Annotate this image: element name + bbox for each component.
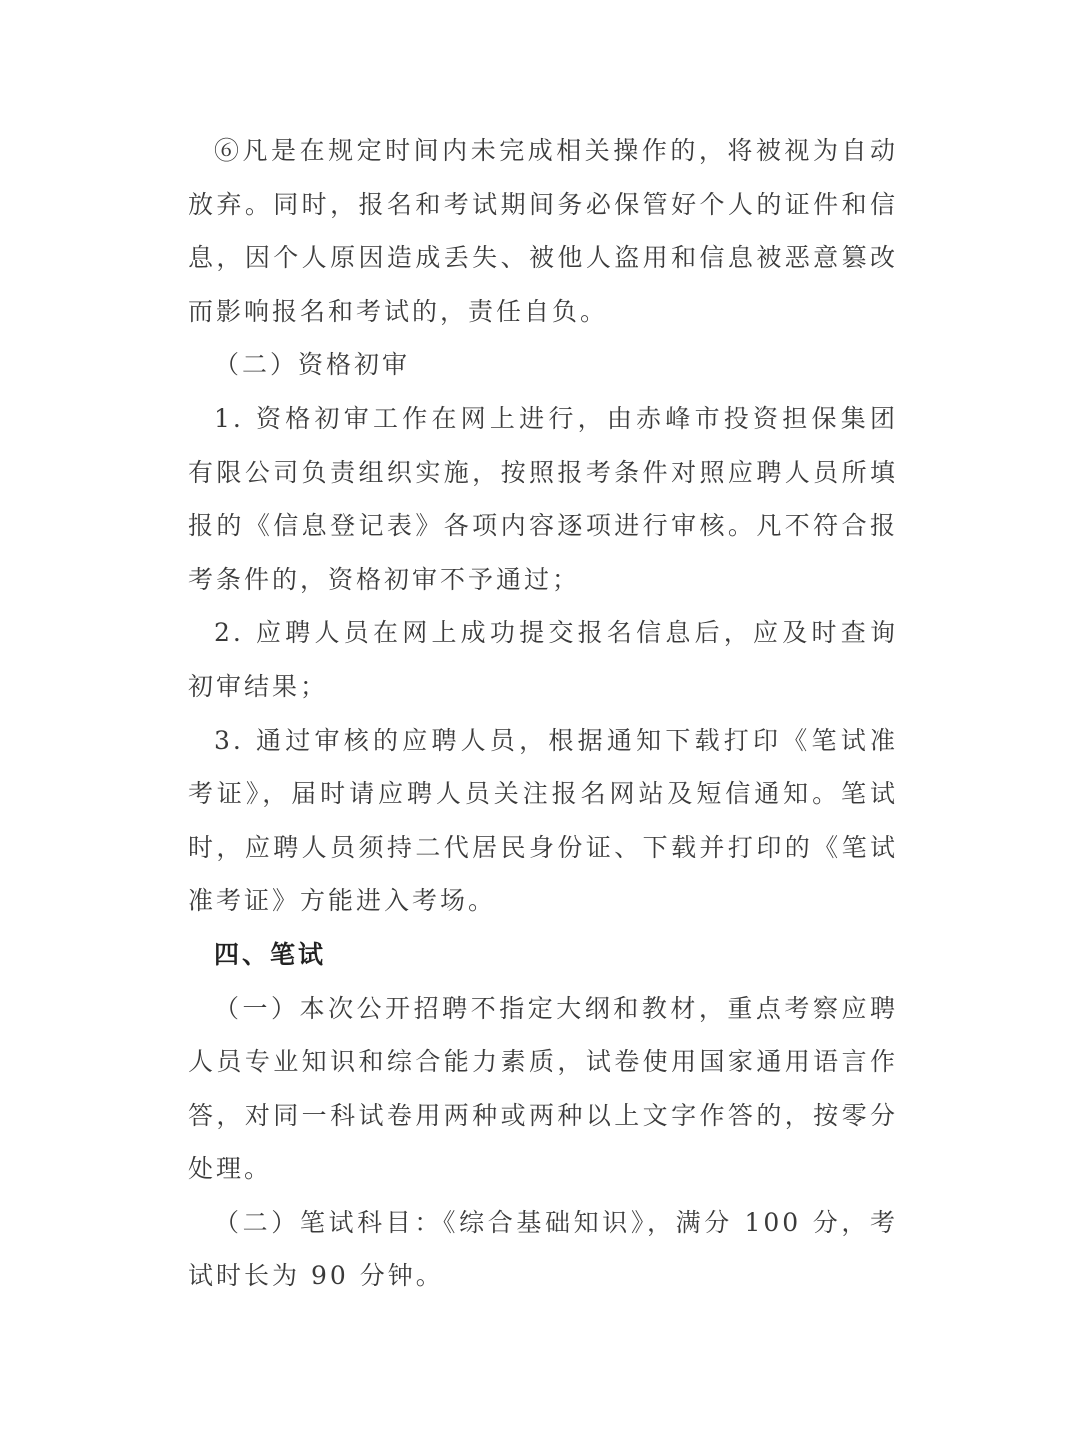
paragraph-review-item-1: 1. 资格初审工作在网上进行，由赤峰市投资担保集团有限公司负责组织实施，按照报考条件对照应聘人员所填报的《信息登记表》各项内容逐项进行审核。凡不符合报考条件的，资格初审不予通过； — [188, 403, 898, 594]
paragraph-give-up-notice: ⑥凡是在规定时间内未完成相关操作的，将被视为自动放弃。同时，报名和考试期间务必保管好个人的证件和信息，因个人原因造成丢失、被他人盗用和信息被恶意篡改而影响报名和考试的，责任自负。 — [188, 136, 898, 326]
paragraph-exam-subject: （二）笔试科目：《综合基础知识》，满分 100 分，考试时长为 90 分钟。 — [188, 1207, 898, 1291]
document-body — [188, 124, 898, 1303]
paragraph-review-item-3: 3. 通过审核的应聘人员，根据通知下载打印《笔试准考证》，届时请应聘人员关注报名网站及短信通知。笔试时，应聘人员须持二代居民身份证、下载并打印的《笔试准考证》方能进入考场。 — [188, 725, 898, 916]
subheading-qualification-review: （二）资格初审 — [214, 350, 411, 380]
paragraph-exam-scope: （一）本次公开招聘不指定大纲和教材，重点考察应聘人员专业知识和综合能力素质，试卷使用国家通用语言作答，对同一科试卷用两种或两种以上文字作答的，按零分处理。 — [188, 993, 898, 1184]
section-heading-written-exam: 四、笔试 — [214, 939, 327, 969]
paragraph-review-item-2: 2. 应聘人员在网上成功提交报名信息后，应及时查询初审结果； — [188, 618, 898, 701]
